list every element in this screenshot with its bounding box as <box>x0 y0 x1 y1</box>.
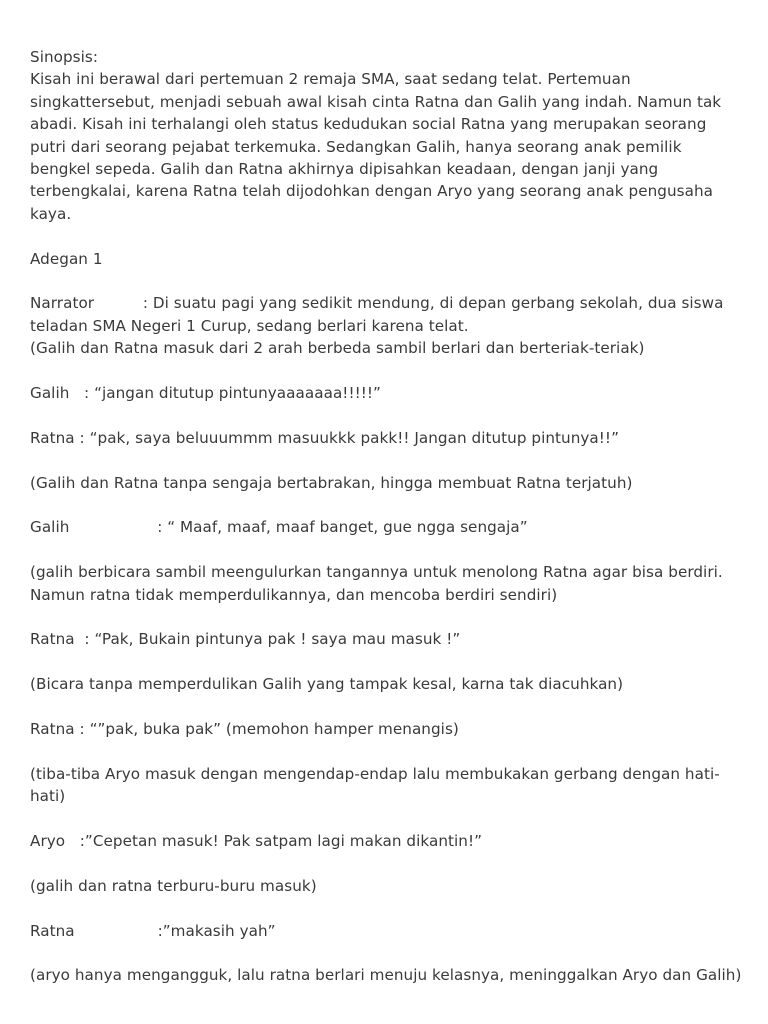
script-line: Ratna :”makasih yah” <box>30 921 276 940</box>
spacer <box>30 942 744 964</box>
script-line: Aryo :”Cepetan masuk! Pak satpam lagi makan dikantin!” <box>30 832 483 851</box>
spacer <box>30 897 744 919</box>
synopsis-label: Sinopsis: <box>30 48 99 66</box>
scene-title: Adegan 1 <box>30 249 103 268</box>
spacer <box>30 270 744 292</box>
spacer <box>30 225 744 247</box>
script-line: (galih berbicara sambil meengulurkan tangannya untuk menolong Ratna agar bisa berdiri. Namun ratna tidak memperdulikannya, dan mencoba berdiri sendiri) <box>30 563 728 604</box>
script-line: Ratna : “pak, saya beluuummm masuukkk pakk!! Jangan ditutup pintunya!!” <box>30 428 619 447</box>
spacer <box>30 696 744 718</box>
script-line: (tiba-tiba Aryo masuk dengan mengendap-endap lalu membukakan gerbang dengan hati-hati) <box>30 764 720 806</box>
spacer <box>30 808 744 830</box>
spacer <box>30 852 744 874</box>
synopsis-text: Kisah ini berawal dari pertemuan 2 remaja SMA, saat sedang telat. Pertemuan singkattersebut, menjadi sebuah awal kisah cinta Ratna dan Galih yang indah. Namun tak abadi. Kisah ini terhalangi oleh status kedudukan social Ratna yang merupakan seorang putri dari seorang pejabat terkemuka. Sedangkan Galih, hanya seorang anak pemilik bengkel sepeda. Galih dan Ratna akhirnya dipisahkan keadaan, dengan janji yang terbengkalai, karena Ratna telah dijodohkan dengan Aryo yang seorang anak pengusaha kaya. <box>30 70 727 223</box>
script-line: (aryo hanya mengangguk, lalu ratna berlari menuju kelasnya, meninggalkan Aryo dan Galih) <box>30 966 742 985</box>
spacer <box>30 449 744 471</box>
script-line: Galih : “ Maaf, maaf, maaf banget, gue ngga sengaja” <box>30 518 528 537</box>
spacer <box>30 740 744 762</box>
script-line: (galih dan ratna terburu-buru masuk) <box>30 876 317 895</box>
spacer <box>30 651 744 673</box>
spacer <box>30 606 744 628</box>
script-line: Galih : “jangan ditutup pintunyaaaaaaa!!!!!” <box>30 384 381 403</box>
document-page <box>30 46 744 987</box>
script-line: Ratna : “”pak, buka pak” (memohon hamper menangis) <box>30 720 459 739</box>
spacer <box>30 404 744 426</box>
narrator-line: Narrator : Di suatu pagi yang sedikit mendung, di depan gerbang sekolah, dua siswa teladan SMA Negeri 1 Curup, sedang berlari karena telat. (Galih dan Ratna masuk dari 2 arah berbeda sambil berlari dan berteriak-teriak) <box>30 294 724 358</box>
spacer <box>30 360 744 382</box>
spacer <box>30 539 744 561</box>
script-line: Ratna : “Pak, Bukain pintunya pak ! saya mau masuk !” <box>30 630 461 649</box>
spacer <box>30 494 744 516</box>
script-line: (Galih dan Ratna tanpa sengaja bertabrakan, hingga membuat Ratna terjatuh) <box>30 473 633 492</box>
script-line: (Bicara tanpa memperdulikan Galih yang tampak kesal, karna tak diacuhkan) <box>30 675 624 694</box>
